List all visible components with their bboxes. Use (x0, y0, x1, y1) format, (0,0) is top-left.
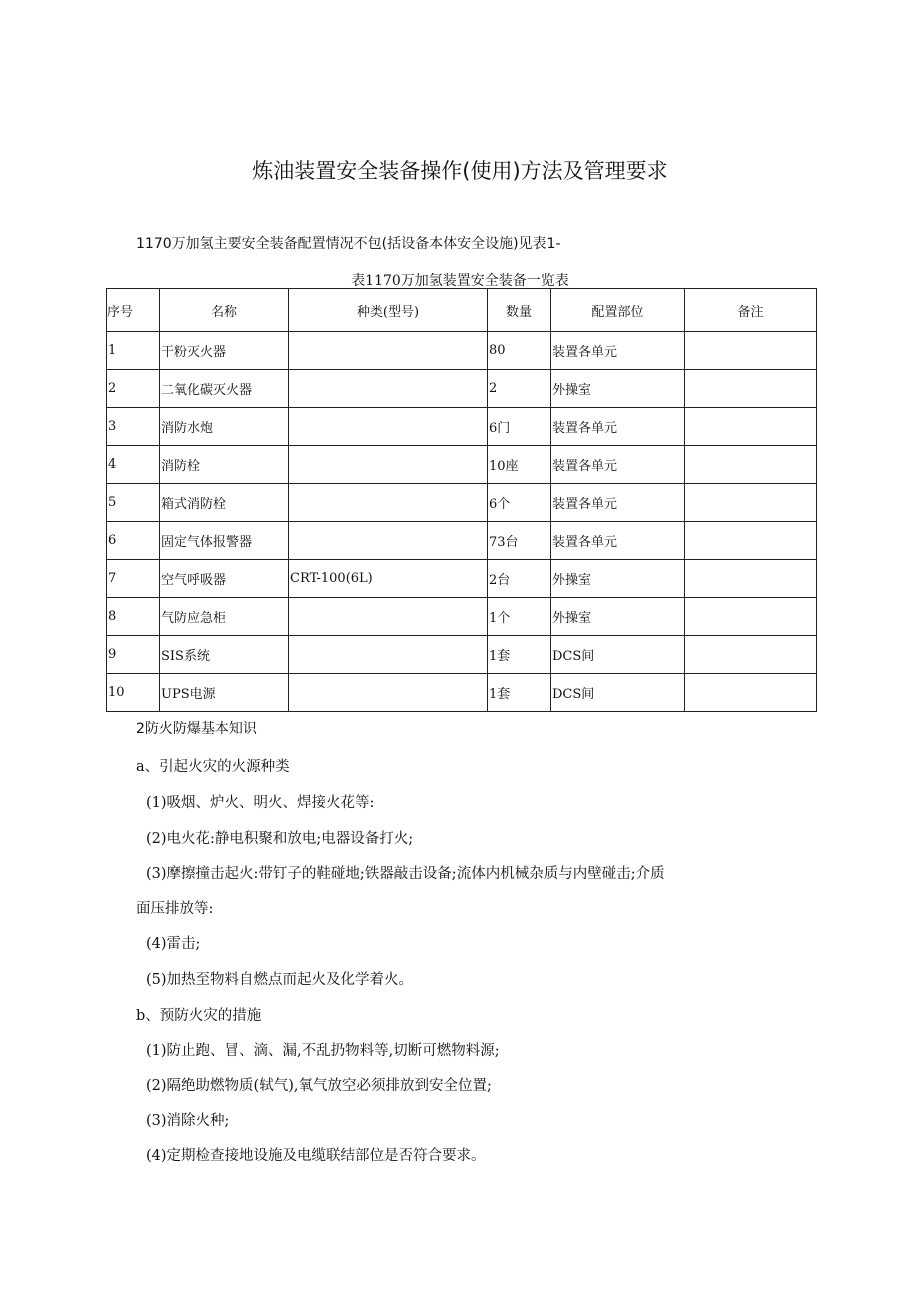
cell-location: 装置各单元 (551, 522, 685, 560)
list-item-continuation: 面压排放等: (136, 901, 214, 917)
cell-location: DCS间 (551, 674, 685, 712)
list-item: (2)电火花:静电积聚和放电;电器设备打火; (146, 831, 414, 847)
cell-type-model (289, 332, 488, 370)
cell-name: 消防栓 (160, 446, 289, 484)
header-remarks: 备注 (685, 289, 817, 332)
subheading-fire-prevention: b、预防火灾的措施 (136, 1008, 262, 1024)
cell-quantity: 1套 (488, 674, 551, 712)
cell-location: 装置各单元 (551, 446, 685, 484)
header-quantity: 数量 (488, 289, 551, 332)
table-row (107, 560, 817, 598)
cell-location: 装置各单元 (551, 484, 685, 522)
equipment-table (106, 288, 817, 712)
table-row (107, 370, 817, 408)
cell-name: 固定气体报警器 (160, 522, 289, 560)
table-row (107, 522, 817, 560)
cell-remarks (685, 370, 817, 408)
table-row (107, 636, 817, 674)
cell-index: 7 (107, 560, 160, 598)
cell-remarks (685, 446, 817, 484)
cell-quantity: 2 (488, 370, 551, 408)
cell-index: 9 (107, 636, 160, 674)
cell-location: 外操室 (551, 560, 685, 598)
table-row (107, 598, 817, 636)
cell-quantity: 1套 (488, 636, 551, 674)
cell-type-model (289, 446, 488, 484)
intro-paragraph: 1170万加氢主要安全装备配置情况不包(括设备本体安全设施)见表1- (136, 236, 561, 252)
cell-index: 5 (107, 484, 160, 522)
document-title: 炼油装置安全装备操作(使用)方法及管理要求 (252, 159, 668, 183)
list-item: (1)吸烟、炉火、明火、焊接火花等: (146, 795, 375, 811)
cell-name: 气防应急柜 (160, 598, 289, 636)
cell-name: UPS电源 (160, 674, 289, 712)
cell-name: 干粉灭火器 (160, 332, 289, 370)
cell-remarks (685, 522, 817, 560)
cell-index: 3 (107, 408, 160, 446)
header-type-model: 种类(型号) (289, 289, 488, 332)
cell-quantity: 80 (488, 332, 551, 370)
cell-name: 空气呼吸器 (160, 560, 289, 598)
cell-location: DCS间 (551, 636, 685, 674)
cell-type-model: CRT-100(6L) (289, 560, 488, 598)
cell-location: 外操室 (551, 598, 685, 636)
cell-remarks (685, 484, 817, 522)
table-row (107, 674, 817, 712)
cell-location: 装置各单元 (551, 332, 685, 370)
table-row (107, 408, 817, 446)
list-item: (3)消除火种; (146, 1113, 230, 1129)
subheading-fire-sources: a、引起火灾的火源种类 (136, 759, 290, 775)
cell-type-model (289, 408, 488, 446)
list-item: (2)隔绝助燃物质(轼气),氧气放空必须排放到安全位置; (146, 1078, 492, 1094)
cell-index: 1 (107, 332, 160, 370)
cell-type-model (289, 522, 488, 560)
header-index: 序号 (107, 289, 160, 332)
cell-name: 消防水炮 (160, 408, 289, 446)
list-item: (4)雷击; (146, 936, 201, 952)
table-caption: 表1170万加氢装置安全装备一览表 (351, 273, 569, 289)
cell-name: 箱式消防栓 (160, 484, 289, 522)
cell-remarks (685, 332, 817, 370)
cell-remarks (685, 598, 817, 636)
cell-name: 二氧化碳灭火器 (160, 370, 289, 408)
cell-location: 装置各单元 (551, 408, 685, 446)
cell-remarks (685, 636, 817, 674)
list-item: (3)摩擦撞击起火:带钉子的鞋碰地;铁器敲击设备;流体内机械杂质与内壁碰击;介质 (146, 866, 665, 882)
cell-index: 4 (107, 446, 160, 484)
cell-type-model (289, 370, 488, 408)
cell-quantity: 6个 (488, 484, 551, 522)
table-header-row (107, 289, 817, 332)
cell-quantity: 10座 (488, 446, 551, 484)
cell-index: 8 (107, 598, 160, 636)
section-2-heading: 2防火防爆基本知识 (136, 721, 257, 737)
header-location: 配置部位 (551, 289, 685, 332)
cell-type-model (289, 636, 488, 674)
cell-name: SIS系统 (160, 636, 289, 674)
cell-index: 2 (107, 370, 160, 408)
cell-quantity: 73台 (488, 522, 551, 560)
cell-quantity: 6门 (488, 408, 551, 446)
cell-type-model (289, 598, 488, 636)
list-item: (4)定期检查接地设施及电缆联结部位是否符合要求。 (146, 1148, 486, 1164)
list-item: (5)加热至物料自燃点而起火及化学着火。 (146, 972, 414, 988)
cell-remarks (685, 560, 817, 598)
cell-remarks (685, 408, 817, 446)
list-item: (1)防止跑、冒、滴、漏,不乱扔物料等,切断可燃物料源; (146, 1043, 500, 1059)
header-name: 名称 (160, 289, 289, 332)
cell-type-model (289, 674, 488, 712)
cell-index: 6 (107, 522, 160, 560)
cell-quantity: 1个 (488, 598, 551, 636)
cell-index: 10 (107, 674, 160, 712)
cell-type-model (289, 484, 488, 522)
cell-location: 外操室 (551, 370, 685, 408)
cell-remarks (685, 674, 817, 712)
cell-quantity: 2台 (488, 560, 551, 598)
table-row (107, 332, 817, 370)
table-row (107, 446, 817, 484)
table-row (107, 484, 817, 522)
